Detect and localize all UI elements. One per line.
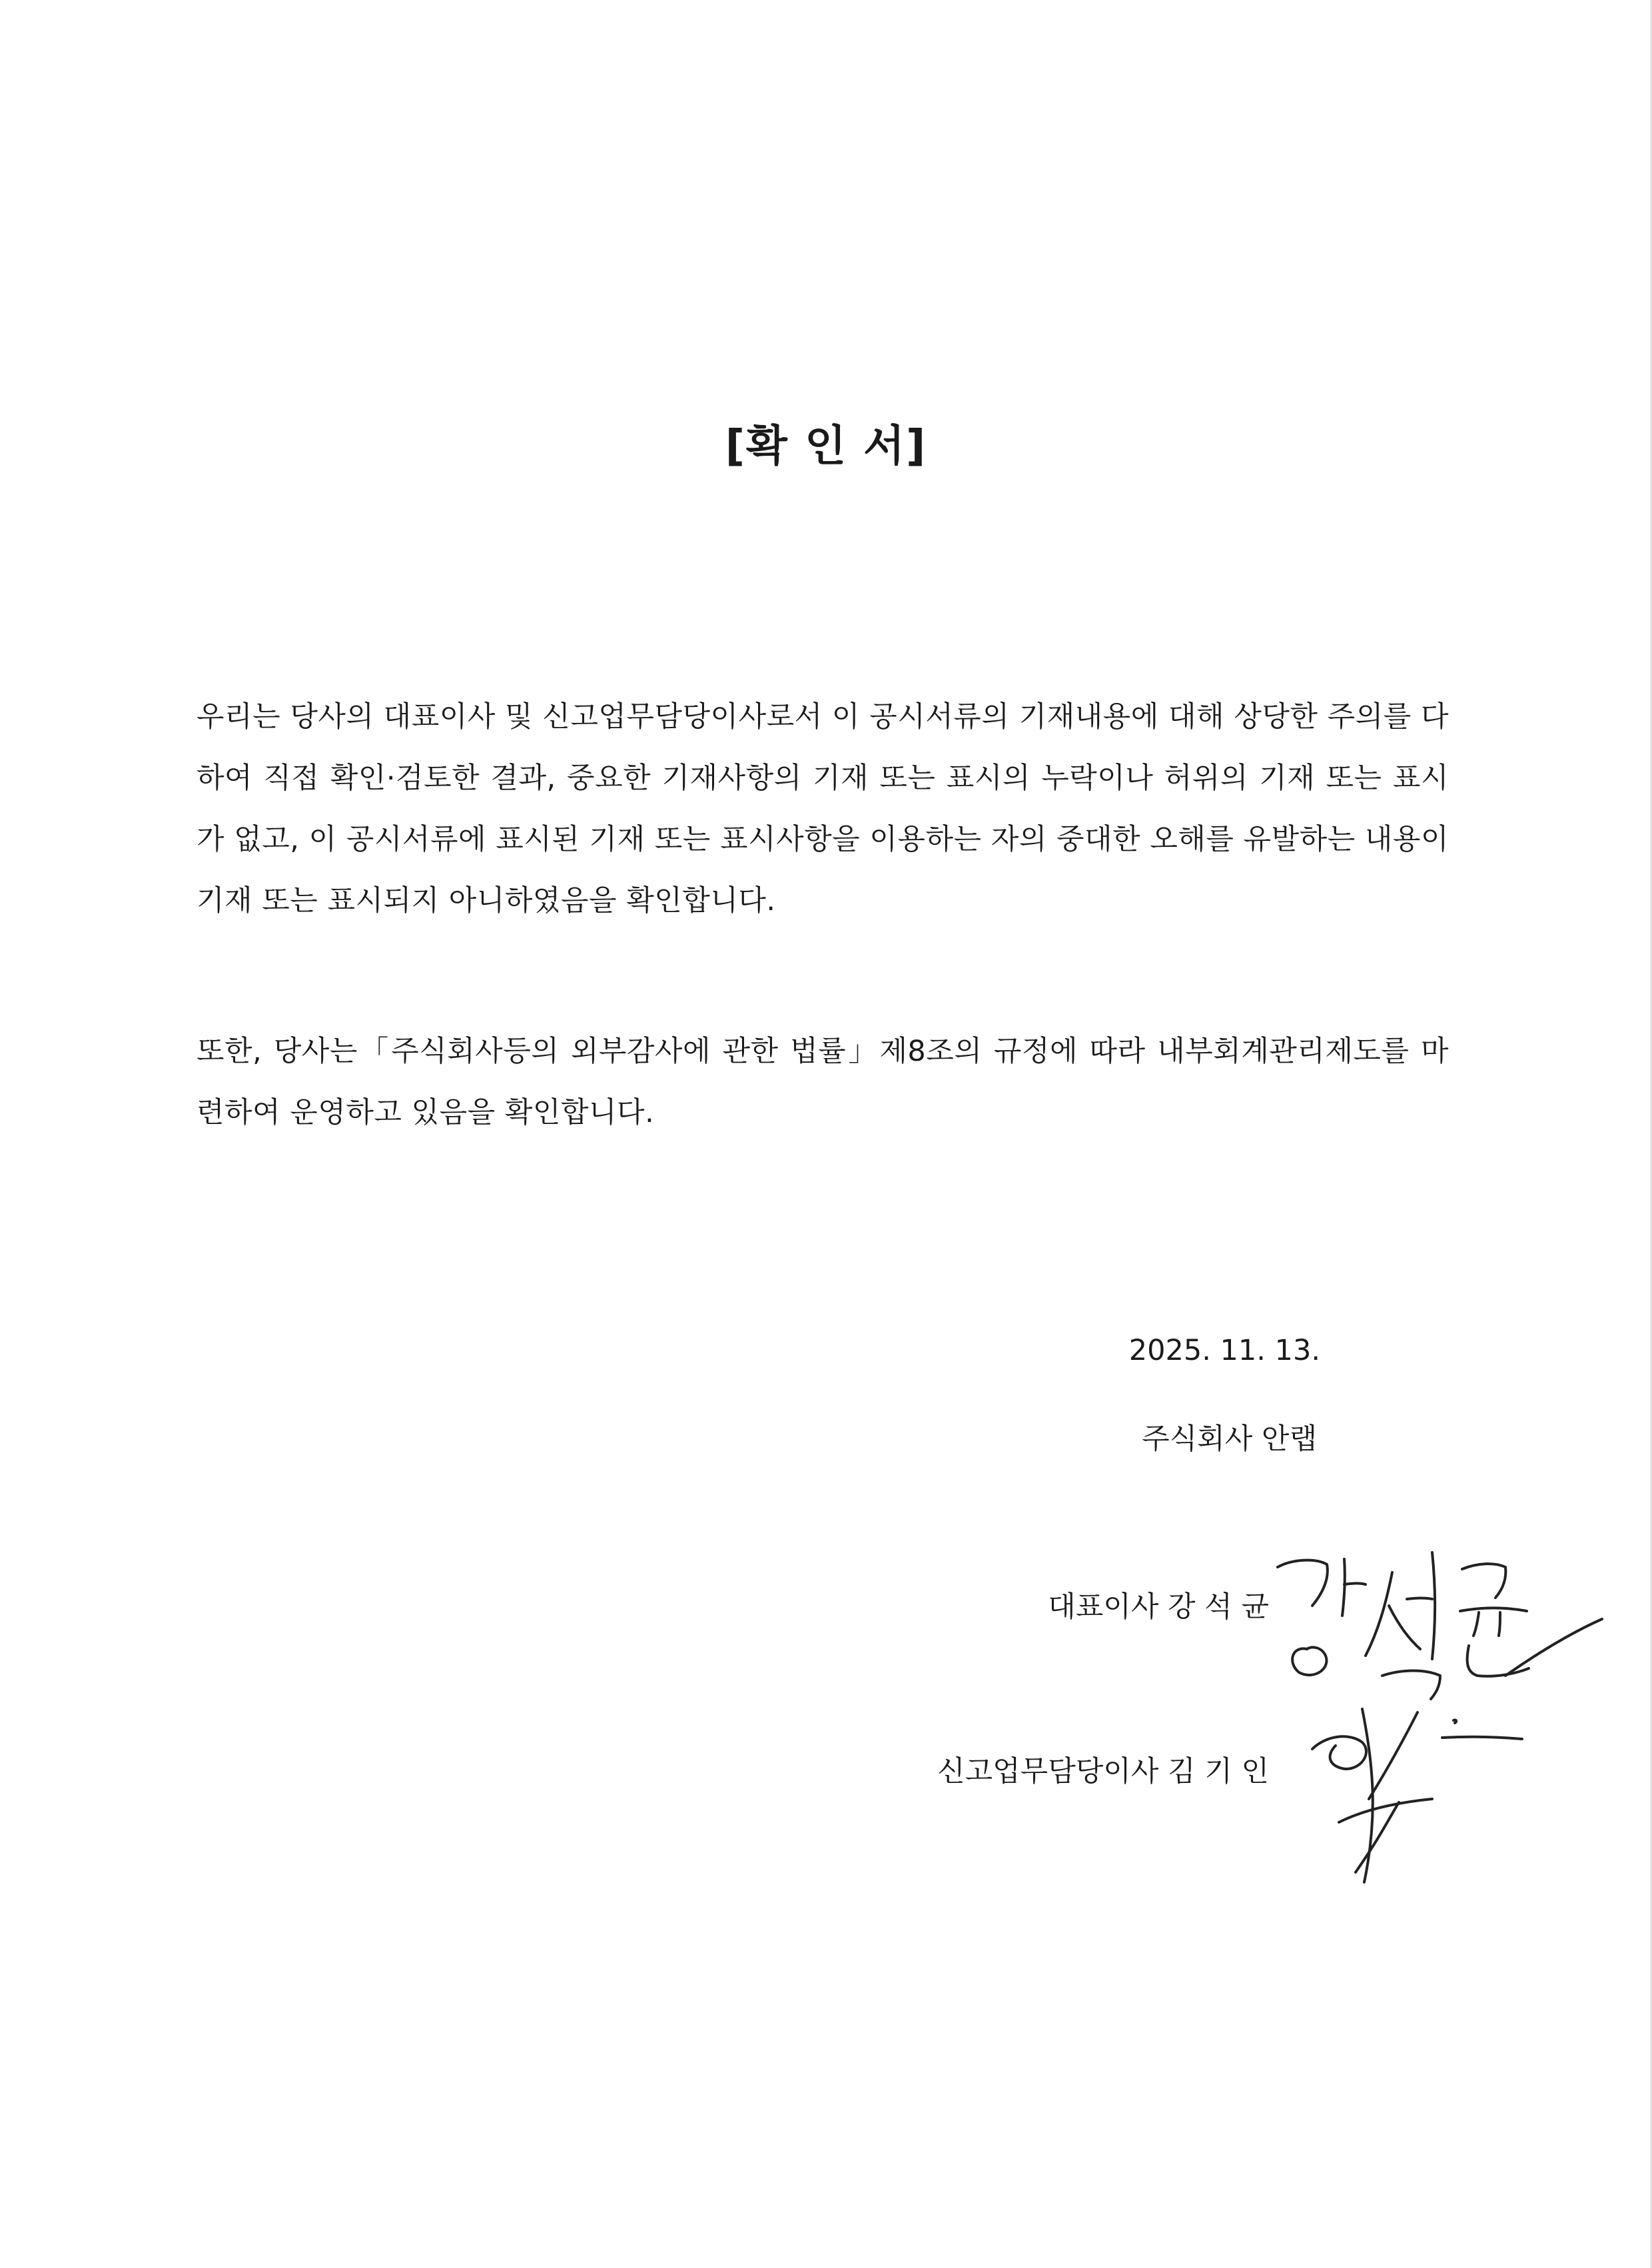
confirmation-paragraph: 우리는 당사의 대표이사 및 신고업무담당이사로서 이 공시서류의 기재내용에 대해 상당한 주의를 다하여 직접 확인·검토한 결과, 중요한 기재사항의 기재 또는 표시의 누락이나 허위의 기재 또는 표시가 없고, 이 공시서류에 표시된 기재 또는 표시사항을 이용하는 자의 중대한 오해를 유발하는 내용이 기재 또는 표시되지 아니하였음을 확인합니다. [197,700,1449,917]
representative-name: 대표이사 강 석 균 [1048,1590,1269,1624]
representative-signature [1266,1532,1612,1706]
reporting-officer-name: 신고업무담당이사 김 기 인 [937,1755,1269,1788]
internal-control-paragraph: 또한, 당사는「주식회사등의 외부감사에 관한 법률」제8조의 규정에 따라 내부회계관리제도를 마련하여 운영하고 있음을 확인합니다. [197,1035,1449,1129]
reporting-officer-signature [1299,1679,1539,1919]
document-date: 2025. 11. 13. [1128,1334,1320,1367]
document-title: [확 인 서] [725,422,927,471]
company-name: 주식회사 안랩 [1142,1422,1317,1456]
